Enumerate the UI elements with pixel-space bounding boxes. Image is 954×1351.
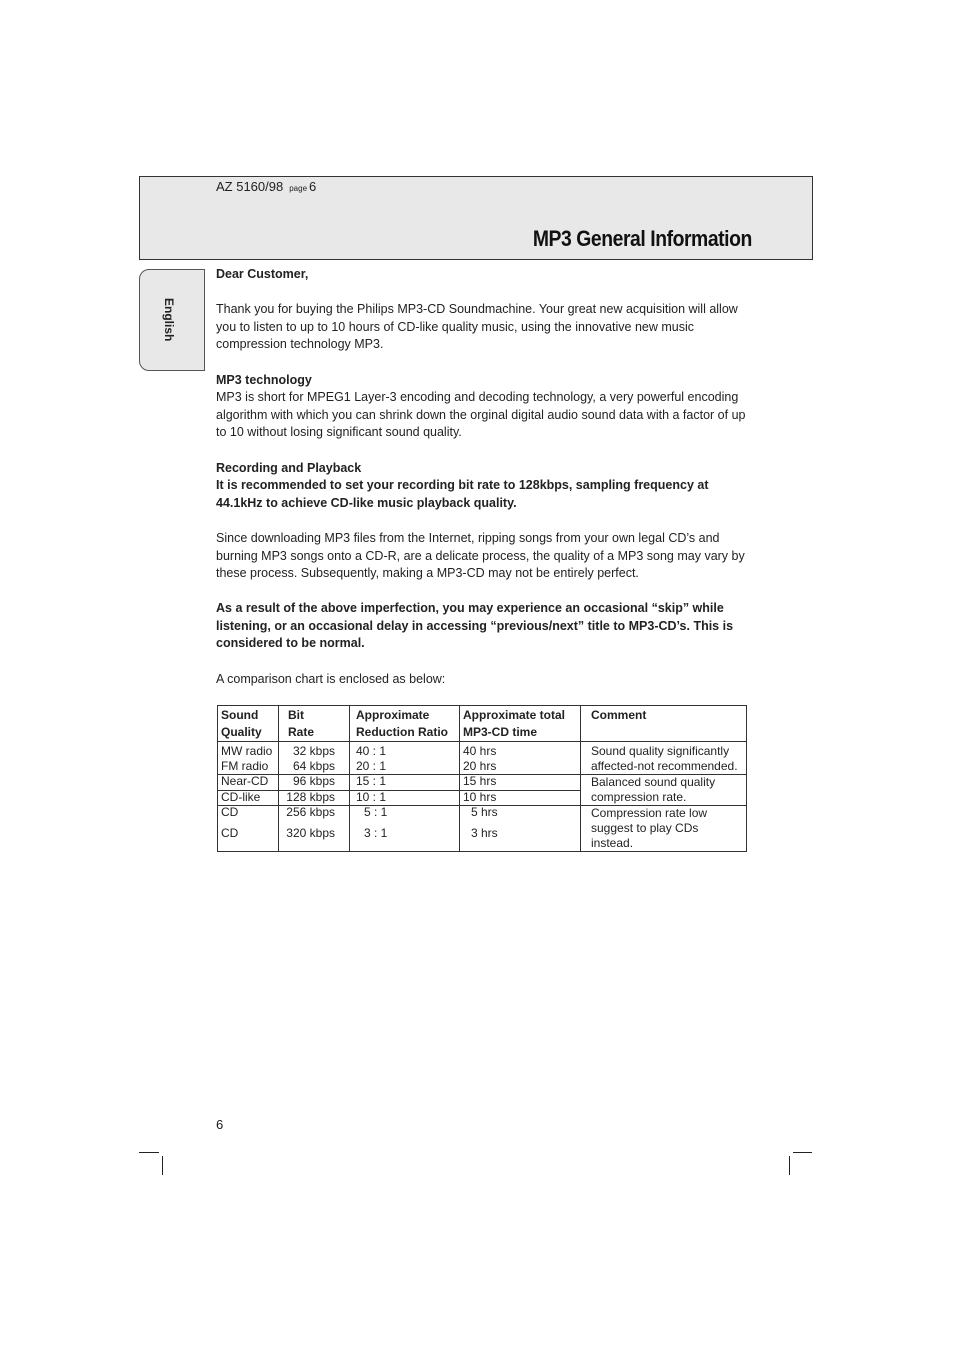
intro-paragraph: Thank you for buying the Philips MP3-CD Soundmachine. Your great new acquisition will allow you to listen to up to 10 hours of CD-like quality music, using the innovative new music compression technology MP3. bbox=[216, 302, 738, 352]
language-label: English bbox=[162, 298, 176, 342]
ratio-cell: 3 : 1 bbox=[350, 827, 460, 852]
comment-cell: Sound quality significantly affected-not recommended. bbox=[581, 742, 747, 775]
mp3-technology-heading: MP3 technology bbox=[216, 372, 312, 387]
quality-cell: CD bbox=[218, 806, 279, 827]
header-bit-rate: Bit Rate bbox=[279, 706, 350, 742]
download-paragraph: Since downloading MP3 files from the Internet, ripping songs from your own legal CD’s and burning MP3 songs onto a CD-R, are a delicate process, the quality of a MP3 song may vary by these process. Subsequently, making a MP3-CD may not be entirely perfect. bbox=[216, 530, 745, 581]
table-header-row bbox=[218, 706, 747, 742]
model-number: AZ 5160/98 bbox=[216, 179, 284, 194]
header-comment: Comment bbox=[581, 706, 747, 742]
comparison-table bbox=[217, 705, 747, 852]
quality-cell: Near-CD bbox=[218, 775, 279, 791]
quality-cell: CD bbox=[218, 827, 279, 852]
ratio-cell: 20 : 1 bbox=[350, 760, 460, 775]
bitrate-cell: 128 kbps bbox=[279, 790, 350, 806]
ratio-cell: 40 : 1 bbox=[350, 742, 460, 760]
quality-cell: CD-like bbox=[218, 790, 279, 806]
table-row bbox=[218, 775, 747, 791]
header-meta bbox=[216, 179, 316, 194]
table-row bbox=[218, 742, 747, 760]
quality-cell: MW radio bbox=[218, 742, 279, 760]
quality-cell: FM radio bbox=[218, 760, 279, 775]
recording-recommendation: It is recommended to set your recording bit rate to 128kbps, sampling frequency at 44.1kHz to achieve CD-like music playback quality. bbox=[216, 478, 709, 510]
mp3-technology-paragraph: MP3 is short for MPEG1 Layer-3 encoding and decoding technology, a very powerful encoding algorithm with which you can shrink down the orginal digital audio sound data with a factor of up to 10 without losing significant sound quality. bbox=[216, 390, 746, 440]
bitrate-cell: 96 kbps bbox=[279, 775, 350, 791]
time-cell: 20 hrs bbox=[460, 760, 581, 775]
footer-page-number: 6 bbox=[216, 1117, 224, 1132]
bitrate-cell: 256 kbps bbox=[279, 806, 350, 827]
header-sound-quality: Sound Quality bbox=[218, 706, 279, 742]
crop-mark bbox=[139, 1152, 159, 1153]
ratio-cell: 15 : 1 bbox=[350, 775, 460, 791]
time-cell: 40 hrs bbox=[460, 742, 581, 760]
header-page-number: 6 bbox=[309, 179, 317, 194]
time-cell: 5 hrs bbox=[460, 806, 581, 827]
bitrate-cell: 64 kbps bbox=[279, 760, 350, 775]
language-tab bbox=[139, 269, 205, 371]
time-cell: 3 hrs bbox=[460, 827, 581, 852]
imperfection-notice: As a result of the above imperfection, you may experience an occasional “skip” while listening, or an occasional delay in accessing “previous/next” title to MP3-CD’s. This is considered to be normal. bbox=[216, 601, 734, 651]
header-reduction-ratio: Approximate Reduction Ratio bbox=[350, 706, 460, 742]
crop-mark bbox=[789, 1156, 790, 1175]
bitrate-cell: 320 kbps bbox=[279, 827, 350, 852]
ratio-cell: 5 : 1 bbox=[350, 806, 460, 827]
document-body bbox=[216, 266, 756, 706]
table-row bbox=[218, 806, 747, 827]
chart-intro: A comparison chart is enclosed as below: bbox=[216, 671, 446, 686]
ratio-cell: 10 : 1 bbox=[350, 790, 460, 806]
bitrate-cell: 32 kbps bbox=[279, 742, 350, 760]
recording-heading: Recording and Playback bbox=[216, 460, 362, 475]
time-cell: 15 hrs bbox=[460, 775, 581, 791]
header-total-time: Approximate total MP3-CD time bbox=[460, 706, 581, 742]
crop-mark bbox=[793, 1152, 812, 1153]
comment-cell: Balanced sound quality compression rate. bbox=[581, 775, 747, 806]
time-cell: 10 hrs bbox=[460, 790, 581, 806]
page-title: MP3 General Information bbox=[532, 226, 752, 251]
greeting: Dear Customer, bbox=[216, 267, 309, 281]
comment-cell: Compression rate low suggest to play CDs instead. bbox=[581, 806, 747, 852]
crop-mark bbox=[162, 1156, 163, 1175]
page-label: page bbox=[289, 184, 308, 193]
